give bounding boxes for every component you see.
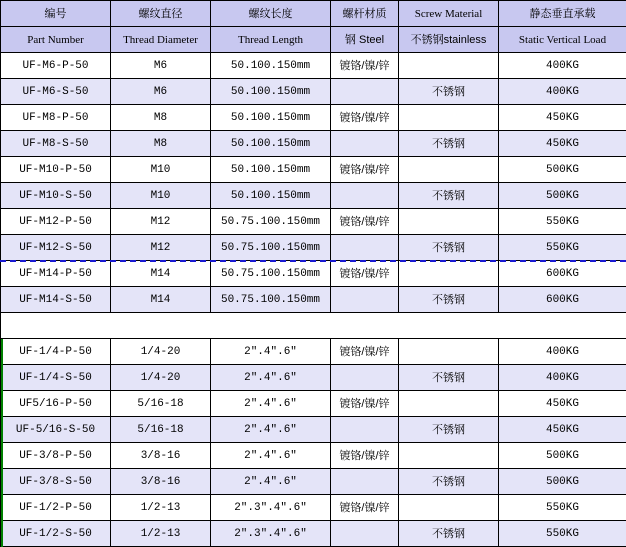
- cell-part-number: UF-M8-S-50: [1, 131, 111, 157]
- cell-thread-length: 50.100.150mm: [211, 105, 331, 131]
- cell-static-load: 500KG: [499, 443, 626, 469]
- cell-thread-length: 2".4".6": [211, 469, 331, 495]
- table-row: [1, 339, 626, 365]
- cell-part-number: UF-M12-S-50: [1, 235, 111, 261]
- table-row: [1, 287, 626, 313]
- table-row: [1, 157, 626, 183]
- cell-part-number: UF-M10-S-50: [1, 183, 111, 209]
- cell-thread-length: 50.75.100.150mm: [211, 261, 331, 287]
- header-steel-en: Steel: [359, 34, 384, 46]
- cell-stainless: 不锈钢: [399, 183, 499, 209]
- cell-thread-length: 50.100.150mm: [211, 131, 331, 157]
- cell-part-number: UF-3/8-S-50: [1, 469, 111, 495]
- cell-part-number: UF-5/16-S-50: [1, 417, 111, 443]
- cell-stainless: [399, 339, 499, 365]
- cell-steel: 镀铬/镍/锌: [331, 261, 399, 287]
- cell-static-load: 500KG: [499, 469, 626, 495]
- cell-thread-diameter: 5/16-18: [111, 417, 211, 443]
- cell-steel: [331, 183, 399, 209]
- table-row: [1, 183, 626, 209]
- cell-thread-length: 2".3".4".6": [211, 521, 331, 547]
- cell-part-number: UF-M14-S-50: [1, 287, 111, 313]
- cell-thread-diameter: 1/4-20: [111, 365, 211, 391]
- cell-stainless: [399, 391, 499, 417]
- cell-thread-length: 50.100.150mm: [211, 157, 331, 183]
- cell-thread-diameter: M10: [111, 183, 211, 209]
- cell-steel: 镀铬/镍/锌: [331, 105, 399, 131]
- cell-part-number: UF-3/8-P-50: [1, 443, 111, 469]
- cell-steel: 镀铬/镍/锌: [331, 495, 399, 521]
- header-screw-material-cn: 螺杆材质: [331, 1, 399, 27]
- cell-thread-diameter: 1/2-13: [111, 495, 211, 521]
- header-part-number-en: Part Number: [1, 27, 111, 53]
- cell-steel: [331, 365, 399, 391]
- cell-stainless: 不锈钢: [399, 365, 499, 391]
- cell-static-load: 400KG: [499, 53, 626, 79]
- cell-steel: 镀铬/镍/锌: [331, 53, 399, 79]
- cell-part-number: UF-M12-P-50: [1, 209, 111, 235]
- cell-stainless: 不锈钢: [399, 469, 499, 495]
- cell-steel: [331, 521, 399, 547]
- cell-stainless: [399, 209, 499, 235]
- cell-stainless: 不锈钢: [399, 521, 499, 547]
- header-steel: [331, 27, 399, 53]
- table-row: [1, 79, 626, 105]
- cell-static-load: 550KG: [499, 209, 626, 235]
- cell-thread-diameter: 3/8-16: [111, 469, 211, 495]
- cell-thread-diameter: M8: [111, 131, 211, 157]
- cell-thread-diameter: 3/8-16: [111, 443, 211, 469]
- table-row: [1, 105, 626, 131]
- cell-steel: 镀铬/镍/锌: [331, 157, 399, 183]
- header-stainless: [399, 27, 499, 53]
- cell-thread-diameter: M6: [111, 79, 211, 105]
- cell-part-number: UF-M10-P-50: [1, 157, 111, 183]
- cell-steel: [331, 235, 399, 261]
- cell-stainless: [399, 261, 499, 287]
- cell-part-number: UF-1/2-S-50: [1, 521, 111, 547]
- header-stainless-cn: 不锈钢: [411, 34, 444, 46]
- cell-thread-length: 2".3".4".6": [211, 495, 331, 521]
- cell-stainless: [399, 495, 499, 521]
- cell-steel: 镀铬/镍/锌: [331, 209, 399, 235]
- header-screw-material-en: Screw Material: [399, 1, 499, 27]
- cell-stainless: 不锈钢: [399, 79, 499, 105]
- cell-stainless: 不锈钢: [399, 287, 499, 313]
- cell-stainless: [399, 53, 499, 79]
- cell-static-load: 450KG: [499, 417, 626, 443]
- cell-part-number: UF-1/4-P-50: [1, 339, 111, 365]
- cell-thread-diameter: M10: [111, 157, 211, 183]
- cell-part-number: UF-M6-P-50: [1, 53, 111, 79]
- header-thread-diameter-en: Thread Diameter: [111, 27, 211, 53]
- cell-steel: [331, 131, 399, 157]
- table-row: [1, 521, 626, 547]
- cell-thread-length: 2".4".6": [211, 391, 331, 417]
- cell-thread-length: 2".4".6": [211, 417, 331, 443]
- cell-thread-length: 50.100.150mm: [211, 183, 331, 209]
- table-row: [1, 469, 626, 495]
- cell-steel: 镀铬/镍/锌: [331, 443, 399, 469]
- cell-thread-length: 50.75.100.150mm: [211, 235, 331, 261]
- cell-thread-diameter: M14: [111, 261, 211, 287]
- cell-static-load: 550KG: [499, 495, 626, 521]
- cell-thread-diameter: M12: [111, 235, 211, 261]
- cell-steel: 镀铬/镍/锌: [331, 391, 399, 417]
- table-row: [1, 261, 626, 287]
- cell-thread-diameter: M8: [111, 105, 211, 131]
- cell-static-load: 600KG: [499, 287, 626, 313]
- cell-steel: 镀铬/镍/锌: [331, 339, 399, 365]
- header-steel-cn: 钢: [345, 34, 356, 46]
- cell-steel: [331, 469, 399, 495]
- cell-thread-length: 2".4".6": [211, 339, 331, 365]
- cell-thread-length: 2".4".6": [211, 443, 331, 469]
- cell-thread-diameter: M12: [111, 209, 211, 235]
- cell-thread-diameter: 1/2-13: [111, 521, 211, 547]
- cell-thread-length: 50.75.100.150mm: [211, 287, 331, 313]
- table-row: [1, 235, 626, 261]
- cell-thread-length: 50.100.150mm: [211, 53, 331, 79]
- cell-stainless: [399, 157, 499, 183]
- header-thread-diameter-cn: 螺纹直径: [111, 1, 211, 27]
- separator-body: [1, 313, 626, 339]
- cell-thread-diameter: M6: [111, 53, 211, 79]
- cell-stainless: 不锈钢: [399, 417, 499, 443]
- header-static-load-cn: 静态垂直承载: [499, 1, 626, 27]
- cell-steel: [331, 287, 399, 313]
- cell-static-load: 500KG: [499, 183, 626, 209]
- table-row: [1, 443, 626, 469]
- header-thread-length-cn: 螺纹长度: [211, 1, 331, 27]
- header-part-number-cn: 编号: [1, 1, 111, 27]
- cell-part-number: UF-1/4-S-50: [1, 365, 111, 391]
- cell-static-load: 600KG: [499, 261, 626, 287]
- cell-part-number: UF-1/2-P-50: [1, 495, 111, 521]
- cell-static-load: 400KG: [499, 339, 626, 365]
- cell-thread-length: 50.75.100.150mm: [211, 209, 331, 235]
- table-header-row-1: [1, 1, 626, 27]
- separator-cell: [1, 313, 626, 339]
- imperial-rows-body: [1, 339, 626, 547]
- cell-static-load: 450KG: [499, 391, 626, 417]
- table-row: [1, 209, 626, 235]
- cell-static-load: 400KG: [499, 79, 626, 105]
- cell-stainless: 不锈钢: [399, 235, 499, 261]
- cell-part-number: UF-M8-P-50: [1, 105, 111, 131]
- cell-part-number: UF-M14-P-50: [1, 261, 111, 287]
- header-stainless-en: stainless: [444, 34, 487, 46]
- cell-static-load: 550KG: [499, 521, 626, 547]
- cell-thread-diameter: 1/4-20: [111, 339, 211, 365]
- cell-thread-length: 2".4".6": [211, 365, 331, 391]
- cell-steel: [331, 79, 399, 105]
- cell-static-load: 450KG: [499, 105, 626, 131]
- cell-thread-diameter: M14: [111, 287, 211, 313]
- cell-stainless: [399, 443, 499, 469]
- cell-stainless: [399, 105, 499, 131]
- table-row: [1, 495, 626, 521]
- separator-row: [1, 313, 626, 339]
- header-static-load-en: Static Vertical Load: [499, 27, 626, 53]
- cell-static-load: 550KG: [499, 235, 626, 261]
- cell-part-number: UF5/16-P-50: [1, 391, 111, 417]
- cell-static-load: 500KG: [499, 157, 626, 183]
- cell-part-number: UF-M6-S-50: [1, 79, 111, 105]
- table-row: [1, 417, 626, 443]
- cell-thread-diameter: 5/16-18: [111, 391, 211, 417]
- table-row: [1, 131, 626, 157]
- metric-rows-body: [1, 53, 626, 313]
- cell-stainless: 不锈钢: [399, 131, 499, 157]
- table-row: [1, 365, 626, 391]
- table-row: [1, 53, 626, 79]
- header-thread-length-en: Thread Length: [211, 27, 331, 53]
- cell-static-load: 450KG: [499, 131, 626, 157]
- cell-steel: [331, 417, 399, 443]
- cell-thread-length: 50.100.150mm: [211, 79, 331, 105]
- table-row: [1, 391, 626, 417]
- table-header-row-2: [1, 27, 626, 53]
- cell-static-load: 400KG: [499, 365, 626, 391]
